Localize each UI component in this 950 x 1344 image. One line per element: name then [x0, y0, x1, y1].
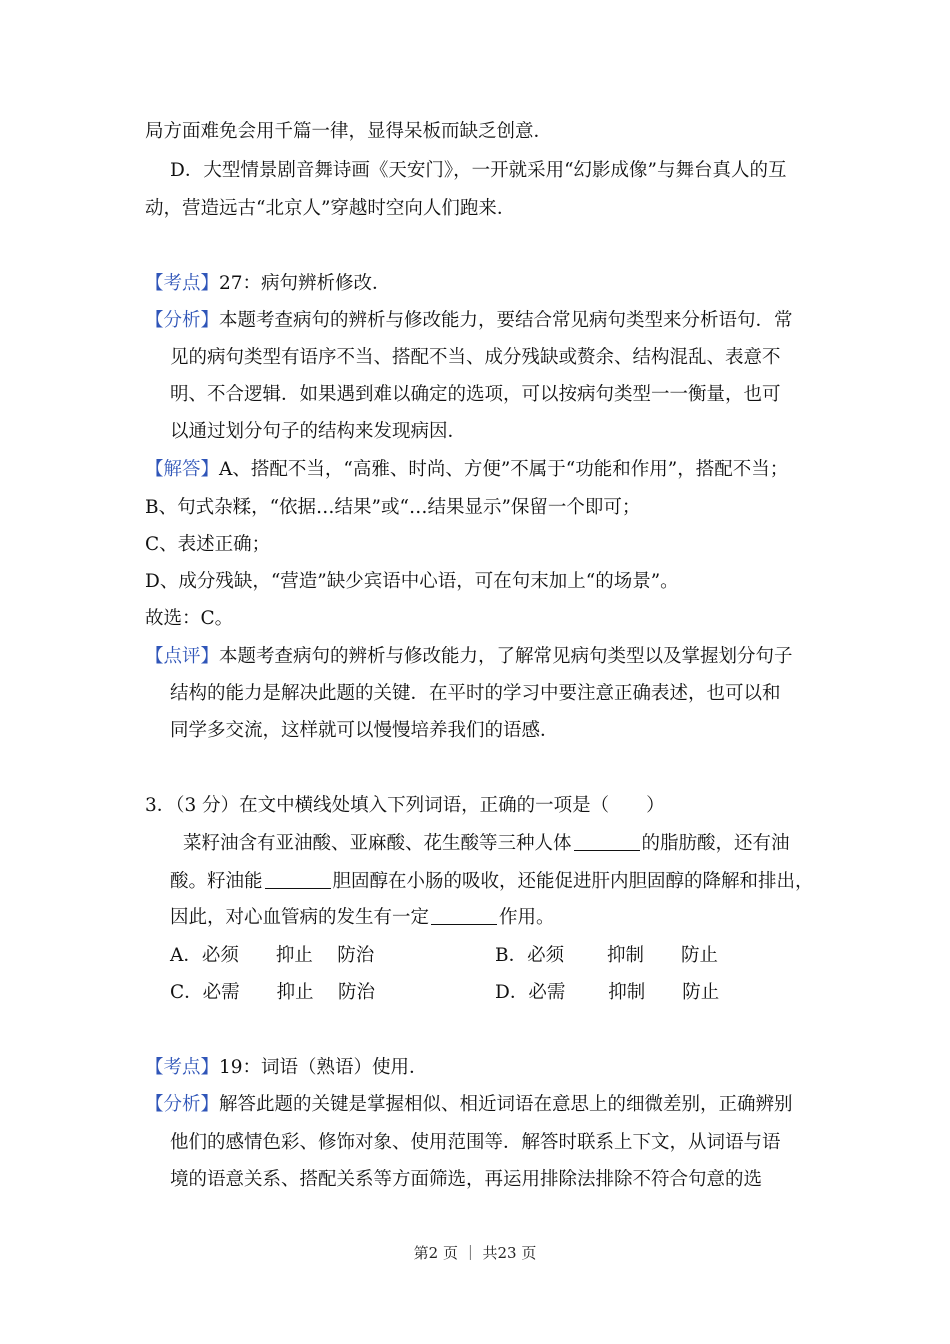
- passage-text: 作用。: [499, 907, 555, 928]
- page-footer: 第2 页 ｜ 共23 页: [413, 1244, 537, 1262]
- dianping-tag: 【点评】: [145, 646, 220, 667]
- kaodian-text: 19：词语（熟语）使用．: [219, 1057, 428, 1078]
- fenxi-tag: 【分析】: [145, 310, 220, 331]
- kaodian-tag: 【考点】: [145, 1057, 220, 1078]
- jieda-line: A、搭配不当，“高雅、时尚、方便”不属于“功能和作用”，搭配不当；: [219, 459, 789, 480]
- q3-fenxi: [145, 1093, 793, 1117]
- fenxi-line: 他们的感情色彩、修饰对象、使用范围等．解答时联系上下文，从词语与语: [170, 1132, 781, 1153]
- q2-option-d-line: D．大型情景剧音舞诗画《天安门》，一开就采用“幻影成像”与舞台真人的互: [170, 160, 787, 181]
- dianping-line: 结构的能力是解决此题的关键．在平时的学习中要注意正确表述，也可以和: [170, 683, 781, 704]
- jieda-tag: 【解答】: [145, 459, 220, 480]
- q2-jieda: [145, 458, 788, 482]
- jieda-line: C、表述正确；: [145, 534, 271, 555]
- q3-option-c: C．必需 抑止 防治: [170, 982, 376, 1003]
- q3-option-d: D．必需 抑制 防止: [495, 982, 720, 1003]
- q3-option-b: B．必须 抑制 防止: [495, 945, 718, 966]
- fenxi-line: 境的语意关系、搭配关系等方面筛选，再运用排除法排除不符合句意的选: [170, 1169, 763, 1190]
- q2-fenxi: [145, 309, 793, 333]
- q3-option-a: A．必须 抑止 防治: [170, 945, 375, 966]
- fenxi-line: 以通过划分句子的结构来发现病因．: [170, 421, 467, 442]
- kaodian-text: 27：病句辨析修改．: [219, 273, 391, 294]
- fill-blank-2: [265, 870, 331, 889]
- fenxi-line: 解答此题的关键是掌握相似、相近词语在意思上的细微差别，正确辨别: [219, 1094, 793, 1115]
- fill-blank-3: [431, 906, 497, 925]
- jieda-answer: 故选：C。: [145, 608, 234, 629]
- passage-text: 酸。籽油能: [170, 871, 263, 892]
- passage-text: 的脂肪酸，还有油: [641, 833, 790, 854]
- q3-passage-line: [170, 906, 555, 930]
- kaodian-tag: 【考点】: [145, 273, 220, 294]
- q2-dianping: [145, 645, 793, 669]
- fill-blank-1: [574, 832, 640, 851]
- q2-kaodian: [145, 272, 391, 296]
- passage-text: 菜籽油含有亚油酸、亚麻酸、花生酸等三种人体: [183, 833, 572, 854]
- q3-passage-line: [183, 832, 790, 856]
- q3-kaodian: [145, 1056, 428, 1080]
- jieda-line: D、成分残缺，“营造”缺少宾语中心语，可在句末加上“的场景”。: [145, 571, 679, 592]
- passage-text: 胆固醇在小肠的吸收，还能促进肝内胆固醇的降解和排出，: [332, 871, 814, 892]
- q2-text-line: 局方面难免会用千篇一律，显得呆板而缺乏创意．: [145, 121, 553, 142]
- fenxi-line: 本题考查病句的辨析与修改能力，要结合常见病句类型来分析语句．常: [219, 310, 793, 331]
- jieda-line: B、句式杂糅，“依据…结果”或“…结果显示”保留一个即可；: [145, 497, 641, 518]
- fenxi-line: 明、不合逻辑．如果遇到难以确定的选项，可以按病句类型一一衡量，也可: [170, 384, 781, 405]
- fenxi-line: 见的病句类型有语序不当、搭配不当、成分残缺或赘余、结构混乱、表意不: [170, 347, 781, 368]
- dianping-line: 同学多交流，这样就可以慢慢培养我们的语感．: [170, 720, 559, 741]
- q3-passage-line: [170, 870, 814, 894]
- q3-stem: 3．（3 分）在文中横线处填入下列词语，正确的一项是（ ）: [145, 795, 665, 816]
- q2-option-d-line: 动，营造远古“北京人”穿越时空向人们跑来．: [145, 198, 516, 219]
- dianping-line: 本题考查病句的辨析与修改能力，了解常见病句类型以及掌握划分句子: [219, 646, 793, 667]
- passage-text: 因此，对心血管病的发生有一定: [170, 907, 430, 928]
- fenxi-tag: 【分析】: [145, 1094, 220, 1115]
